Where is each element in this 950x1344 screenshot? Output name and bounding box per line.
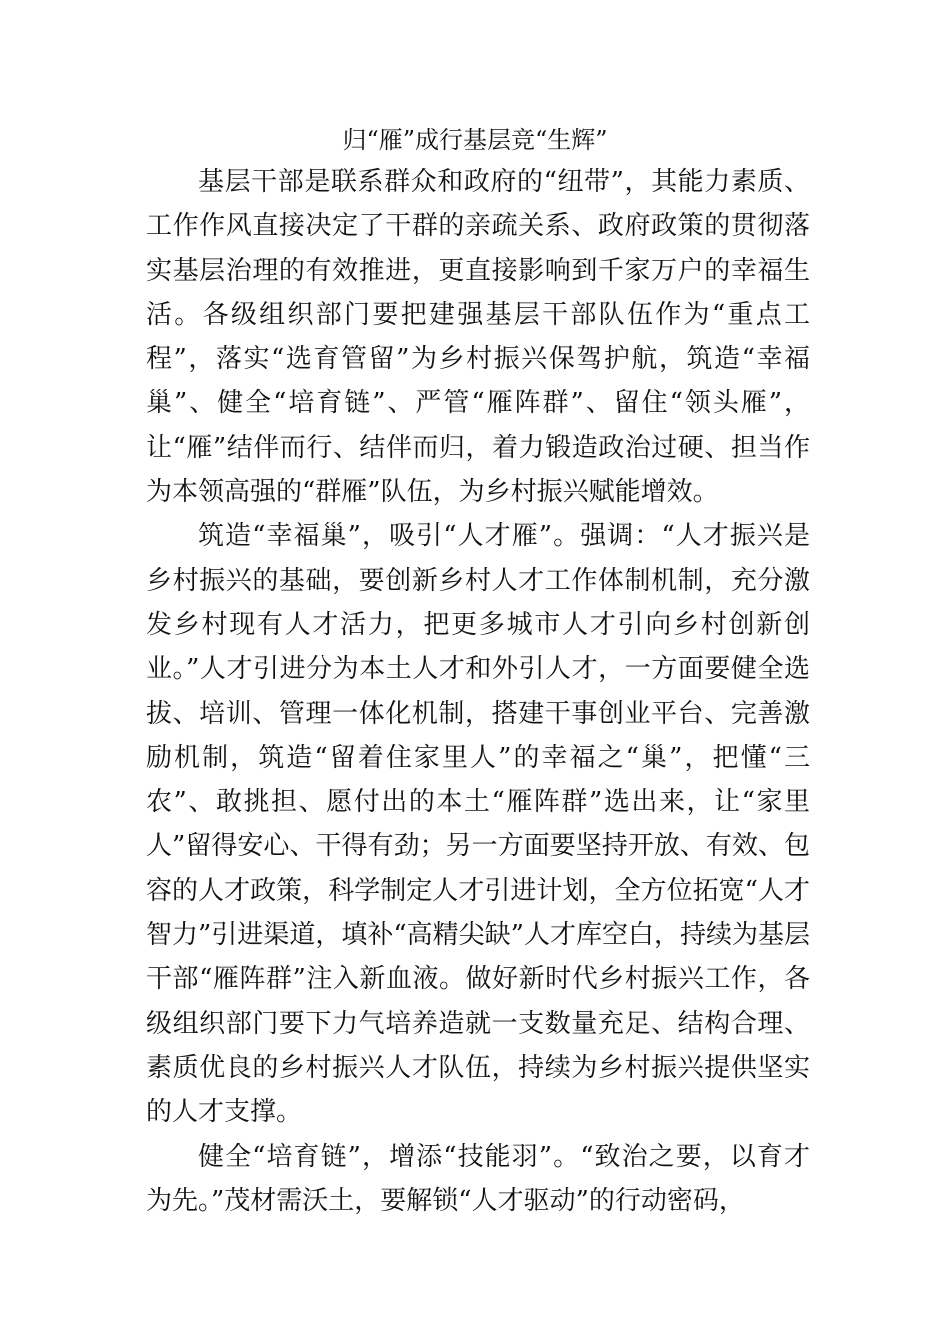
paragraph-intro: 基层干部是联系群众和政府的“纽带”，其能力素质、工作作风直接决定了干群的亲疏关系、政府政策的贯彻落实基层治理的有效推进，更直接影响到千家万户的幸福生活。各级组织部门要把建强基层干部队伍作为“重点工程”，落实“选育管留”为乡村振兴保驾护航，筑造“幸福巢”、健全“培育链”、严管“雁阵群”、留住“领头雁”，让“雁”结伴而行、结伴而归，着力锻造政治过硬、担当作为本领高强的“群雁”队伍，为乡村振兴赋能增效。 bbox=[146, 167, 810, 508]
paragraph-training-chain: 健全“培育链”，增添“技能羽”。“致治之要，以育才为先。”茂材需沃土，要解锁“人才驱动”的行动密码， bbox=[146, 1141, 810, 1216]
document-body bbox=[146, 160, 810, 1223]
document-title: 归“雁”成行基层竞“生辉” bbox=[342, 126, 608, 154]
paragraph-talent-nest: 筑造“幸福巢”，吸引“人才雁”。强调：“人才振兴是乡村振兴的基础，要创新乡村人才工作体制机制，充分激发乡村现有人才活力，把更多城市人才引向乡村创新创业。”人才引进分为本土人才和外引人才，一方面要健全选拔、培训、管理一体化机制，搭建干事创业平台、完善激励机制，筑造“留着住家里人”的幸福之“巢”，把懂“三农”、敢挑担、愿付出的本土“雁阵群”选出来，让“家里人”留得安心、干得有劲；另一方面要坚持开放、有效、包容的人才政策，科学制定人才引进计划，全方位拓宽“人才智力”引进渠道，填补“高精尖缺”人才库空白，持续为基层干部“雁阵群”注入新血液。做好新时代乡村振兴工作，各级组织部门要下力气培养造就一支数量充足、结构合理、素质优良的乡村振兴人才队伍，持续为乡村振兴提供坚实的人才支撑。 bbox=[146, 521, 810, 1128]
